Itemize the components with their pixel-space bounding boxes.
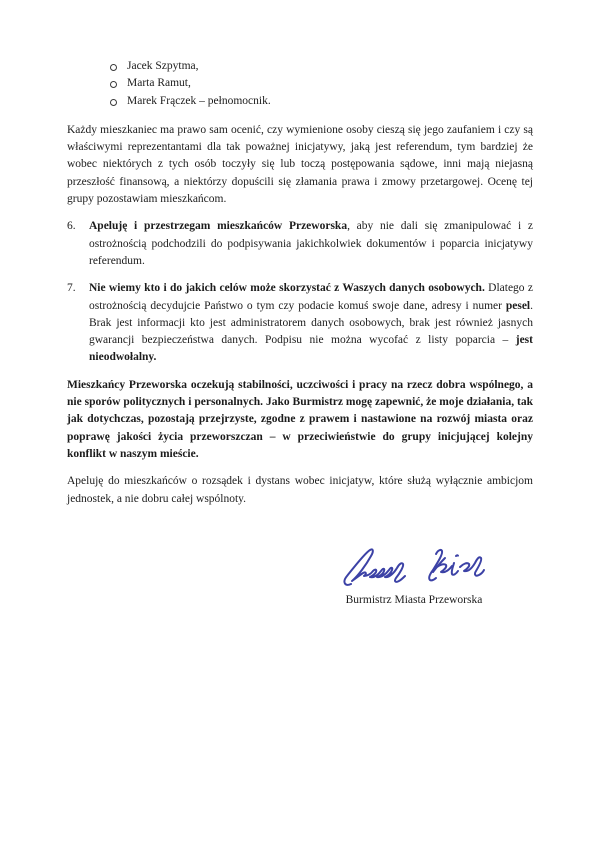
list-item (67, 93, 533, 110)
bold-run: Apeluję i przestrzegam mieszkańców Przeworska (89, 220, 348, 233)
handwritten-signature-icon (338, 547, 490, 587)
letter-body (67, 58, 533, 518)
list-item-text: Marek Frączek – pełnomocnik. (127, 94, 271, 107)
bold-run: Nie wiemy kto i do jakich celów może skorzystać z Waszych danych osobowych. (89, 282, 485, 295)
paragraph-closing-appeal: Apeluję do mieszkańców o rozsądek i dystans wobec inicjatyw, które służą wyłącznie ambicjom jednostek, a nie dobru całej wspólnoty. (67, 475, 533, 505)
text-run: . Brak jest informacji kto jest administratorem danych osobowych, brak jest również jasnych gwarancji bezpieczeństwa danych. Podpisu nie można wycofać z listy poparcia – (89, 299, 533, 347)
signer-title: Burmistrz Miasta Przeworska (345, 594, 483, 606)
list-item (67, 75, 533, 92)
list-item-text: Jacek Szpytma, (127, 60, 199, 72)
item-text (89, 218, 533, 270)
bold-run: jest nieodwołalny. (89, 334, 533, 364)
item-number: 7. (67, 282, 76, 295)
text-run: Dlatego z ostrożnością decydujcie Państwo o tym czy podacie komuś swoje dane, adresy i numer (89, 282, 533, 312)
numbered-item-7 (67, 280, 533, 366)
bullet-circle-icon (110, 99, 117, 106)
list-item (67, 58, 533, 75)
paragraph-mayor-assurance: Mieszkańcy Przeworska oczekują stabilności, uczciwości i pracy na rzecz dobra wspólnego, a nie sporów politycznych i personalnych. Jako Burmistrz mogę zapewnić, że moje działania, tak jak dotychczas, pozostają przejrzyste, zgodne z prawem i nastawione na rozwój miasta oraz poprawę jakości życia przeworszczan – w przeciwieństwie do grupy inicjującej kolejny konflikt w naszym mieście. (67, 378, 533, 460)
list-item-text: Marta Ramut, (127, 77, 191, 90)
item-text (89, 280, 533, 366)
paragraph-residents-judgement: Każdy mieszkaniec ma prawo sam ocenić, czy wymienione osoby cieszą się jego zaufaniem i czy są właściwymi reprezentantami dla tak poważnej inicjatywy, jaką jest referendum, tym bardziej że wobec niektórych z tych osób toczyły się lub toczą postępowania sądowe, inni mają niejasną przeszłość finansową, a niektórzy dopuścili się złamania prawa i zmowy przetargowej. Ocenę tej grupy pozostawiam mieszkańcom. (67, 123, 533, 206)
bullet-circle-icon (110, 81, 117, 88)
numbered-item-6 (67, 218, 533, 270)
bold-run: pesel (505, 299, 531, 312)
committee-members-list (67, 58, 533, 110)
bullet-circle-icon (110, 64, 117, 71)
item-number: 6. (67, 220, 76, 233)
text-run: , aby nie dali się zmanipulować i z ostrożnością podchodzili do podpisywania jakichkolwiek dokumentów i poparcia inicjatywy referendum. (89, 220, 533, 267)
